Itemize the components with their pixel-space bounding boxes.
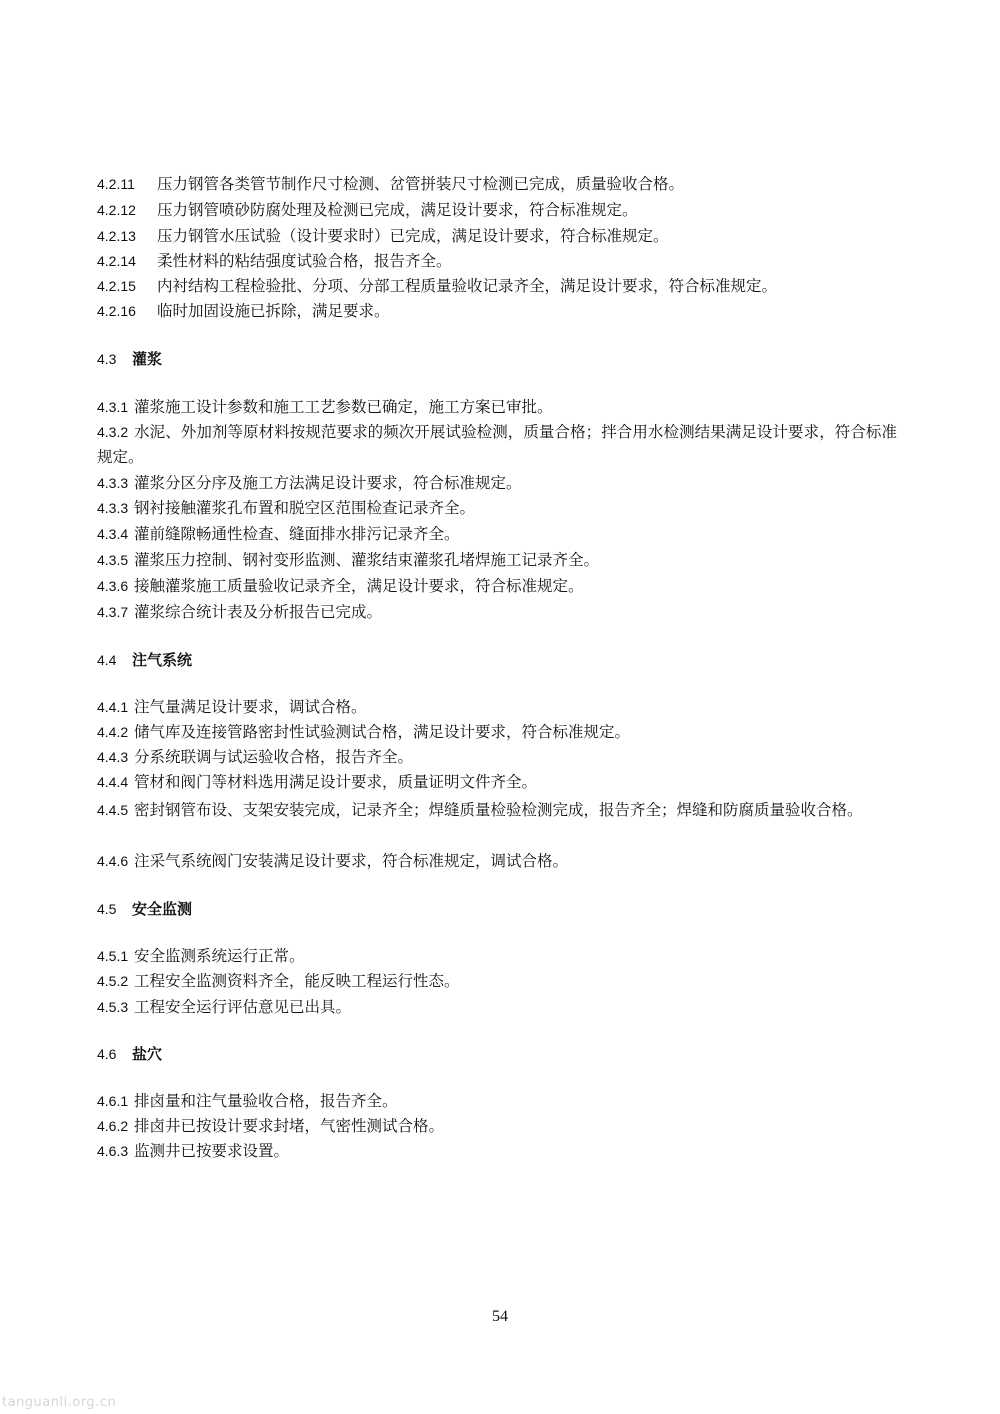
section-title: 灌浆 (132, 350, 163, 368)
clause-4-3-7 (97, 600, 897, 625)
clause-text: 压力钢管各类管节制作尺寸检测、岔管拼装尺寸检测已完成，质量验收合格。 (157, 175, 685, 193)
section-heading-4-4 (97, 648, 897, 673)
clause-4-3-2 (97, 420, 897, 470)
clause-text: 注采气系统阀门安装满足设计要求，符合标准规定，调试合格。 (134, 852, 569, 870)
section-heading-4-6 (97, 1042, 897, 1067)
clause-number: 4.4.6 (97, 853, 129, 869)
section-title: 安全监测 (132, 900, 193, 918)
clause-number: 4.2.12 (97, 202, 136, 218)
clause-number: 4.3.7 (97, 604, 129, 620)
clause-number: 4.4.5 (97, 802, 129, 818)
clause-4-2-16 (97, 299, 897, 324)
clause-4-6-3 (97, 1139, 897, 1164)
clause-text: 排卤量和注气量验收合格，报告齐全。 (134, 1092, 398, 1110)
clause-text: 监测井已按要求设置。 (134, 1142, 290, 1160)
clause-text: 压力钢管水压试验（设计要求时）已完成，满足设计要求，符合标准规定。 (157, 227, 669, 245)
section-heading-4-3 (97, 347, 897, 372)
clause-4-5-1 (97, 944, 897, 969)
clause-number: 4.3.2 (97, 424, 129, 440)
clause-text: 钢衬接触灌浆孔布置和脱空区范围检查记录齐全。 (134, 499, 476, 517)
clause-4-3-3 (97, 471, 897, 496)
watermark: tanguanli.org.cn (2, 1395, 117, 1410)
page-number: 54 (492, 1308, 508, 1325)
section-number: 4.4 (97, 652, 117, 668)
clause-text: 压力钢管喷砂防腐处理及检测已完成，满足设计要求，符合标准规定。 (157, 201, 638, 219)
clause-4-4-1 (97, 695, 897, 720)
clause-4-6-2 (97, 1114, 897, 1139)
clause-number: 4.2.13 (97, 228, 136, 244)
section-number: 4.5 (97, 901, 117, 917)
clause-text: 安全监测系统运行正常。 (134, 947, 305, 965)
clause-number: 4.4.1 (97, 699, 129, 715)
clause-text: 内衬结构工程检验批、分项、分部工程质量验收记录齐全，满足设计要求，符合标准规定。 (157, 277, 778, 295)
clause-text: 排卤井已按设计要求封堵，气密性测试合格。 (134, 1117, 445, 1135)
clause-text: 临时加固设施已拆除，满足要求。 (157, 302, 390, 320)
clause-4-4-4 (97, 770, 897, 795)
clause-number: 4.4.2 (97, 724, 129, 740)
clause-text: 水泥、外加剂等原材料按规范要求的频次开展试验检测，质量合格；拌合用水检测结果满足设计要求，符合标准规定。 (97, 423, 897, 466)
clause-number: 4.6.1 (97, 1093, 129, 1109)
section-title: 盐穴 (132, 1045, 163, 1063)
clause-number: 4.3.3 (97, 475, 129, 491)
clause-4-4-3 (97, 745, 897, 770)
clause-number: 4.2.11 (97, 176, 135, 192)
clause-4-2-12 (97, 198, 897, 223)
clause-4-4-2 (97, 720, 897, 745)
clause-number: 4.5.3 (97, 999, 129, 1015)
clause-number: 4.4.3 (97, 749, 129, 765)
clause-4-2-14 (97, 249, 897, 274)
clause-number: 4.2.14 (97, 253, 136, 269)
clause-4-4-5 (97, 798, 897, 823)
clause-number: 4.3.4 (97, 526, 129, 542)
clause-text: 灌前缝隙畅通性检查、缝面排水排污记录齐全。 (134, 525, 460, 543)
clause-text: 工程安全监测资料齐全，能反映工程运行性态。 (134, 972, 460, 990)
clause-4-2-11 (97, 172, 897, 197)
clause-4-3-5 (97, 548, 897, 573)
clause-text: 灌浆施工设计参数和施工工艺参数已确定，施工方案已审批。 (134, 398, 553, 416)
clause-number: 4.5.2 (97, 973, 129, 989)
section-number: 4.6 (97, 1046, 117, 1062)
clause-text: 灌浆压力控制、钢衬变形监测、灌浆结束灌浆孔堵焊施工记录齐全。 (134, 551, 600, 569)
clause-4-5-2 (97, 969, 897, 994)
section-number: 4.3 (97, 351, 117, 367)
clause-number: 4.5.1 (97, 948, 129, 964)
section-title: 注气系统 (132, 651, 193, 669)
clause-number: 4.3.3 (97, 500, 129, 516)
clause-text: 注气量满足设计要求，调试合格。 (134, 698, 367, 716)
clause-text: 灌浆分区分序及施工方法满足设计要求，符合标准规定。 (134, 474, 522, 492)
clause-4-5-3 (97, 995, 897, 1020)
clause-text: 柔性材料的粘结强度试验合格，报告齐全。 (157, 252, 452, 270)
clause-text: 管材和阀门等材料选用满足设计要求，质量证明文件齐全。 (134, 773, 538, 791)
clause-number: 4.3.5 (97, 552, 129, 568)
clause-text: 密封钢管布设、支架安装完成，记录齐全；焊缝质量检验检测完成，报告齐全；焊缝和防腐质量验收合格。 (134, 801, 863, 819)
clause-4-3-4 (97, 522, 897, 547)
clause-text: 分系统联调与试运验收合格，报告齐全。 (134, 748, 414, 766)
clause-4-3-3b (97, 496, 897, 521)
clause-number: 4.6.3 (97, 1143, 129, 1159)
clause-number: 4.6.2 (97, 1118, 129, 1134)
clause-number: 4.2.16 (97, 303, 136, 319)
clause-4-4-6 (97, 849, 897, 874)
clause-number: 4.3.1 (97, 399, 129, 415)
section-heading-4-5 (97, 897, 897, 922)
clause-4-2-13 (97, 224, 897, 249)
clause-number: 4.3.6 (97, 578, 129, 594)
clause-number: 4.4.4 (97, 774, 129, 790)
clause-text: 工程安全运行评估意见已出具。 (134, 998, 352, 1016)
clause-4-2-15 (97, 274, 897, 299)
clause-4-6-1 (97, 1089, 897, 1114)
clause-text: 接触灌浆施工质量验收记录齐全，满足设计要求，符合标准规定。 (134, 577, 584, 595)
clause-number: 4.2.15 (97, 278, 136, 294)
clause-4-3-6 (97, 574, 897, 599)
clause-4-3-1 (97, 395, 897, 420)
clause-text: 储气库及连接管路密封性试验测试合格，满足设计要求，符合标准规定。 (134, 723, 631, 741)
clause-text: 灌浆综合统计表及分析报告已完成。 (134, 603, 383, 621)
